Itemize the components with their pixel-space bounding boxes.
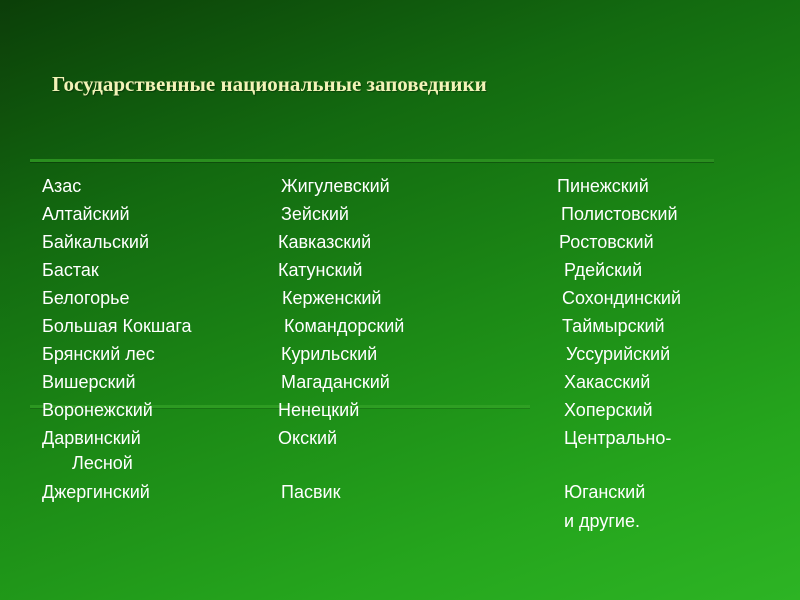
reserve-item: Катунский xyxy=(278,260,363,280)
reserve-item: Окский xyxy=(278,428,338,448)
reserve-item: Бастак xyxy=(42,260,99,280)
reserve-item: Курильский xyxy=(281,344,378,364)
reserve-item: Юганский xyxy=(564,482,646,502)
reserve-item: Вишерский xyxy=(42,372,136,392)
reserve-item: Командорский xyxy=(284,316,405,336)
reserve-item: Сохондинский xyxy=(562,288,682,308)
slide-title: Государственные национальные заповедники xyxy=(52,72,487,96)
reserve-item: Дарвинский xyxy=(42,428,141,448)
reserve-item: Рдейский xyxy=(564,260,643,280)
reserve-item: Алтайский xyxy=(42,204,130,224)
reserve-item: Брянский лес xyxy=(42,344,155,364)
divider-line xyxy=(30,159,714,162)
reserve-item: Керженский xyxy=(282,288,382,308)
reserve-item: Полистовский xyxy=(561,204,678,224)
reserve-item: Ростовский xyxy=(559,232,654,252)
reserve-item: Зейский xyxy=(281,204,349,224)
reserve-item: Пасвик xyxy=(281,482,341,502)
reserve-item-note: и другие. xyxy=(564,511,640,531)
reserve-item: Джергинский xyxy=(42,482,150,502)
reserve-item: Большая Кокшага xyxy=(42,316,192,336)
reserve-item: Воронежский xyxy=(42,400,153,420)
reserve-item: Магаданский xyxy=(281,372,390,392)
reserve-item: Байкальский xyxy=(42,232,150,252)
reserve-item: Хакасский xyxy=(564,372,651,392)
reserve-item: Таймырский xyxy=(562,316,665,336)
reserve-item: Центрально- xyxy=(564,428,672,448)
reserve-item: Азас xyxy=(42,176,82,196)
reserve-item: Ненецкий xyxy=(278,400,360,420)
reserve-item: Белогорье xyxy=(42,288,130,308)
reserve-item: Жигулевский xyxy=(281,176,390,196)
reserve-item: Пинежский xyxy=(557,176,649,196)
reserve-item-continuation: Лесной xyxy=(72,453,133,473)
reserve-item: Уссурийский xyxy=(566,344,671,364)
reserve-item: Кавказский xyxy=(278,232,372,252)
reserve-item: Хоперский xyxy=(564,400,653,420)
decorative-stripe xyxy=(0,0,10,600)
